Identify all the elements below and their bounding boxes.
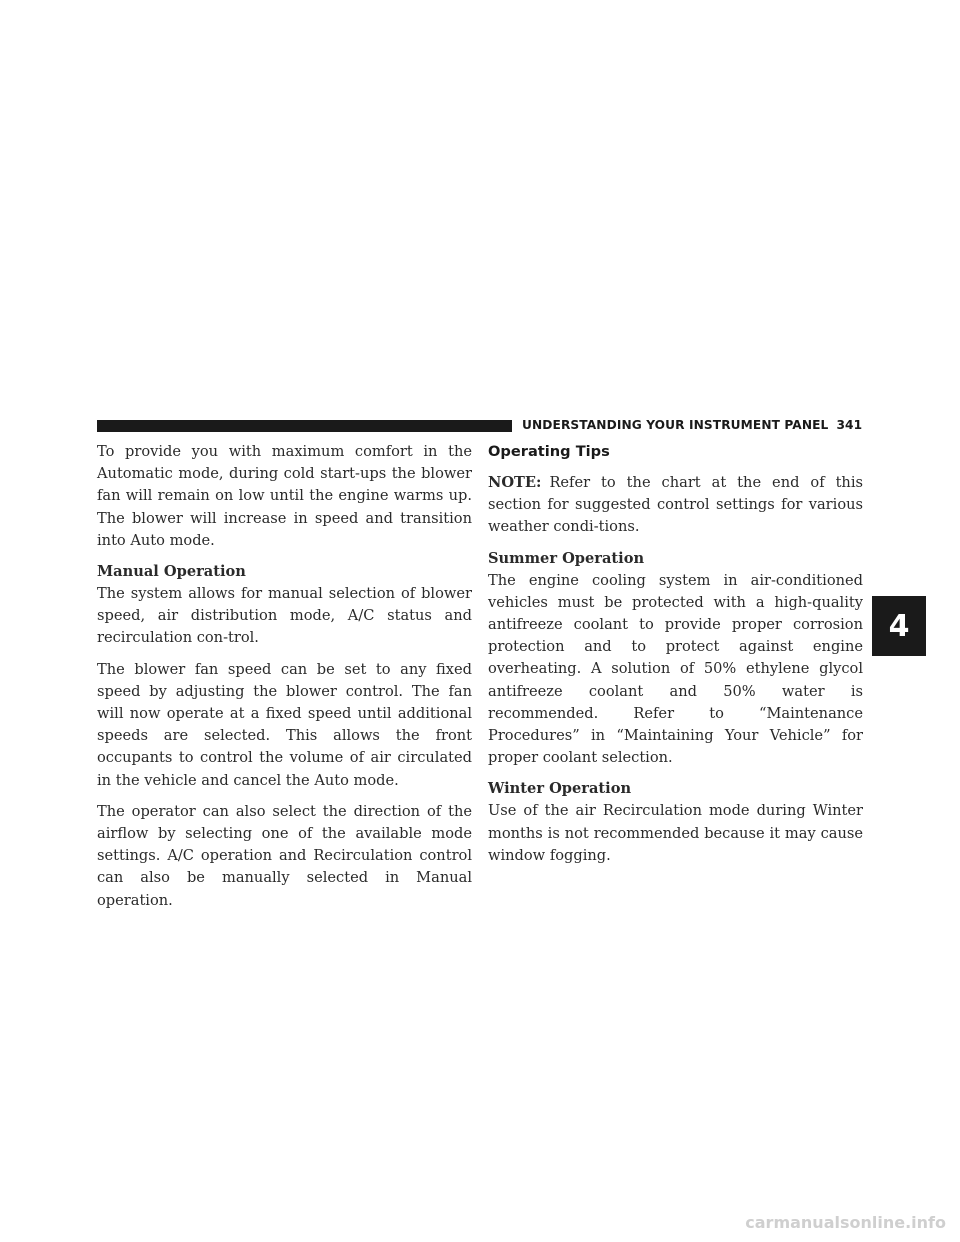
- manual-paragraph-3: The operator can also select the direction of the airflow by selecting one of the available mode settings. A/C operation and Recirculation control can also be manually selected in Manual operation.: [97, 802, 472, 909]
- manual-paragraph-1: The system allows for manual selection of blower speed, air distribution mode, A/C status and recirculation con-trol.: [97, 585, 472, 647]
- winter-operation-heading: Winter Operation: [488, 780, 632, 798]
- operating-tips-heading: Operating Tips: [488, 443, 610, 460]
- summer-operation-heading: Summer Operation: [488, 549, 645, 567]
- header-rule: [97, 420, 512, 432]
- watermark: carmanualsonline.info: [745, 1213, 946, 1232]
- right-column: [488, 441, 863, 867]
- winter-paragraph: Use of the air Recirculation mode during Winter months is not recommended because it may cause window fogging.: [488, 802, 863, 864]
- left-column: [97, 441, 472, 912]
- note-label: NOTE:: [488, 474, 542, 491]
- header-title: UNDERSTANDING YOUR INSTRUMENT PANEL: [522, 418, 829, 432]
- note-paragraph: [488, 472, 863, 539]
- summer-paragraph: The engine cooling system in air-conditioned vehicles must be protected with a high-quality antifreeze coolant to provide proper corrosion protection and to protect against engine overheating. A solution of 50% ethylene glycol antifreeze coolant and 50% water is recommended. Refer to “Maintenance Procedures” in “Maintaining Your Vehicle” for proper coolant selection.: [488, 571, 863, 767]
- running-header: [522, 418, 862, 432]
- manual-paragraph-2: The blower fan speed can be set to any fixed speed by adjusting the blower control. The fan will now operate at a fixed speed until additional speeds are selected. This allows the front occupants to control the volume of air circulated in the vehicle and cancel the Auto mode.: [97, 660, 472, 789]
- chapter-tab: 4: [872, 596, 926, 656]
- manual-operation-heading: Manual Operation: [97, 563, 246, 581]
- page-number: 341: [836, 418, 863, 432]
- note-text: Refer to the chart at the end of this section for suggested control settings for various weather condi-tions.: [488, 474, 863, 536]
- intro-paragraph: To provide you with maximum comfort in the Automatic mode, during cold start-ups the blower fan will remain on low until the engine warms up. The blower will increase in speed and transition into Auto mode.: [97, 443, 472, 549]
